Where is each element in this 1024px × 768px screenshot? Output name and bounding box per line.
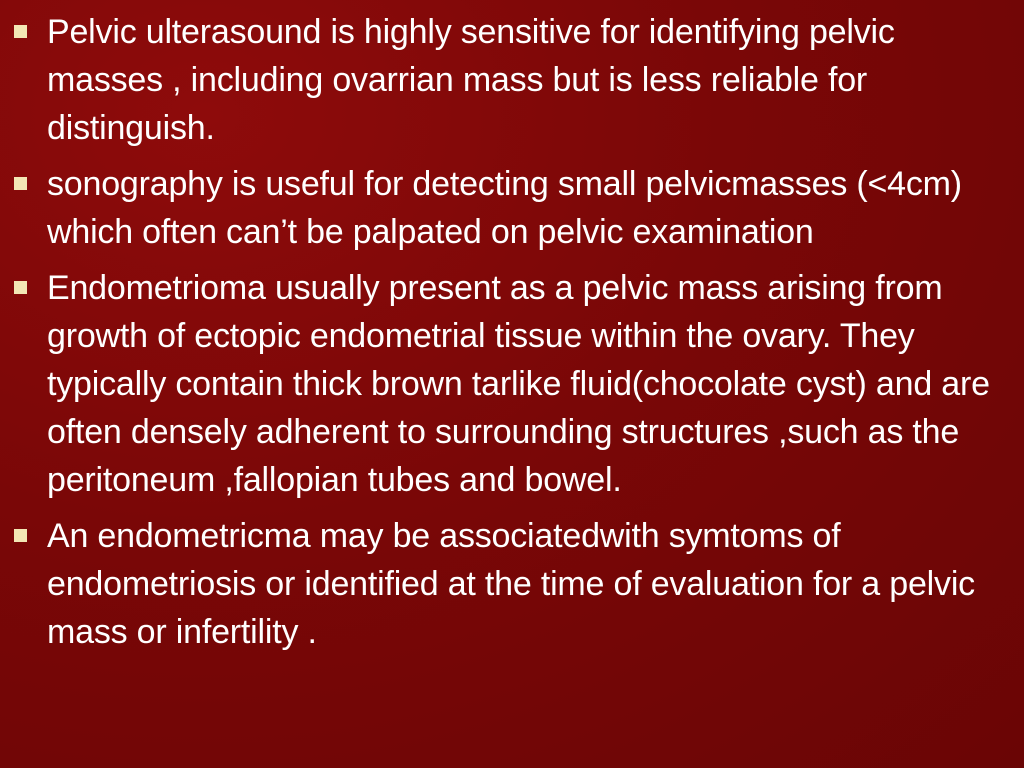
bullet-text-1: Pelvic ulterasound is highly sensitive for identifying pelvic masses , including ovarrian mass but is less reliable for distinguish. xyxy=(47,13,895,147)
square-bullet-icon xyxy=(14,281,27,294)
square-bullet-icon xyxy=(14,529,27,542)
square-bullet-icon xyxy=(14,177,27,190)
bullet-item-1 xyxy=(14,8,1010,152)
bullet-text-2: sonography is useful for detecting small pelvicmasses (<4cm) which often can’t be palpated on pelvic examination xyxy=(47,165,962,251)
square-bullet-icon xyxy=(14,25,27,38)
bullet-item-2 xyxy=(14,160,1010,256)
bullet-item-3 xyxy=(14,264,1010,504)
bullet-list xyxy=(14,8,1010,656)
bullet-text-4: An endometricma may be associatedwith symtoms of endometriosis or identified at the time of evaluation for a pelvic mass or infertility . xyxy=(47,517,975,651)
bullet-text-3: Endometrioma usually present as a pelvic mass arising from growth of ectopic endometrial tissue within the ovary. They typically contain thick brown tarlike fluid(chocolate cyst) and are often densely adherent to surrounding structures ,such as the peritoneum ,fallopian tubes and bowel. xyxy=(47,269,990,499)
bullet-item-4 xyxy=(14,512,1010,656)
